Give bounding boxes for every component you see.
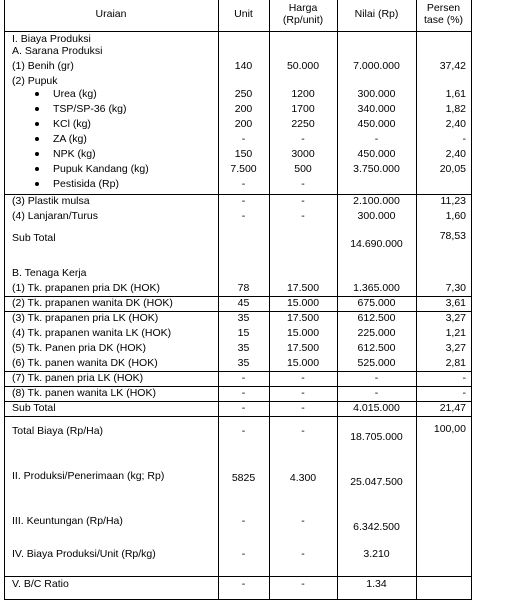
row-unit: 150 — [234, 148, 253, 160]
row-unit: 45 — [237, 297, 250, 309]
row-unit: - — [241, 578, 246, 590]
row-harga: 4.300 — [289, 472, 317, 484]
row-harga: - — [301, 402, 305, 414]
header-unit: Unit — [234, 8, 253, 20]
row-label: (2) Pupuk — [12, 75, 58, 87]
row-label: Pupuk Kandang (kg) — [53, 163, 149, 175]
row-persen: 2,40 — [445, 118, 466, 130]
row-unit: 15 — [237, 327, 250, 339]
row-unit: 250 — [234, 88, 253, 100]
row-label: (4) Lanjaran/Turus — [12, 210, 98, 222]
bullet-icon — [35, 152, 39, 156]
row-unit: - — [241, 548, 246, 560]
row-persen: 37,42 — [439, 60, 466, 72]
row-persen: 100,00 — [433, 423, 466, 435]
row-label: Urea (kg) — [53, 88, 97, 100]
row-label: (4) Tk. prapanen wanita LK (HOK) — [12, 327, 172, 339]
col-border-left — [4, 0, 5, 600]
row-unit: 78 — [237, 282, 250, 294]
row-nilai: 2.100.000 — [353, 195, 400, 207]
row-harga: - — [301, 133, 305, 145]
row-label: (1) Tk. prapanen pria DK (HOK) — [12, 282, 161, 294]
row-persen: 3,27 — [445, 342, 466, 354]
row-unit: 5825 — [231, 472, 256, 484]
bullet-icon — [35, 92, 39, 96]
row-unit: - — [241, 210, 246, 222]
row-nilai: 4.015.000 — [353, 402, 400, 414]
row-unit: 35 — [237, 342, 250, 354]
row-unit: - — [241, 195, 246, 207]
col-border-right — [471, 0, 472, 600]
row-harga: 50.000 — [286, 60, 320, 72]
row-nilai: 450.000 — [357, 118, 396, 130]
row-persen: 21,47 — [439, 402, 466, 414]
row-nilai: 612.500 — [357, 312, 396, 324]
row-nilai: 3.210 — [363, 548, 390, 560]
row-harga: - — [301, 387, 305, 399]
row-label: V. B/C Ratio — [12, 578, 69, 590]
row-label: II. Produksi/Penerimaan (kg; Rp) — [12, 470, 165, 482]
row-label: Sub Total — [12, 232, 56, 244]
row-nilai: 14.690.000 — [350, 238, 403, 250]
row-label: TSP/SP-36 (kg) — [53, 103, 127, 115]
row-label: A. Sarana Produksi — [12, 45, 103, 57]
row-label: (3) Plastik mulsa — [12, 195, 90, 207]
row-nilai: 300.000 — [357, 88, 396, 100]
row-nilai: 525.000 — [357, 357, 396, 369]
row-unit: - — [241, 372, 246, 384]
row-persen: - — [462, 133, 466, 145]
row-harga: 15.000 — [286, 357, 320, 369]
row-nilai: - — [374, 133, 379, 145]
header-persen-line2: tase (%) — [423, 14, 464, 26]
row-unit: - — [241, 387, 246, 399]
row-nilai: - — [374, 372, 379, 384]
header-nilai: Nilai (Rp) — [354, 8, 399, 20]
row-unit: 7.500 — [230, 163, 257, 175]
row-harga: - — [301, 210, 305, 222]
row-label: (6) Tk. panen wanita DK (HOK) — [12, 357, 158, 369]
row-label: B. Tenaga Kerja — [12, 267, 87, 279]
row-unit: - — [241, 425, 246, 437]
row-harga: 500 — [294, 163, 312, 175]
row-nilai: 18.705.000 — [350, 431, 403, 443]
row-nilai: 612.500 — [357, 342, 396, 354]
header-uraian: Uraian — [95, 8, 127, 20]
cost-analysis-table — [4, 0, 472, 600]
row-harga: - — [301, 548, 305, 560]
header-harga-line2: (Rp/unit) — [282, 14, 324, 26]
row-persen: 78,53 — [439, 230, 466, 242]
row-unit: - — [241, 178, 246, 190]
row-unit: - — [241, 515, 246, 527]
row-nilai: 340.000 — [357, 103, 396, 115]
row-nilai: 675.000 — [357, 297, 396, 309]
row-persen: - — [462, 387, 466, 399]
row-harga: - — [301, 515, 305, 527]
row-harga: - — [301, 195, 305, 207]
row-label: (8) Tk. panen wanita LK (HOK) — [12, 387, 156, 399]
row-nilai: 7.000.000 — [353, 60, 400, 72]
row-unit: 200 — [234, 118, 253, 130]
row-label: (1) Benih (gr) — [12, 60, 74, 72]
header-bottom-border — [4, 31, 472, 32]
row-unit: - — [241, 402, 246, 414]
row-harga: 17.500 — [286, 342, 320, 354]
row-persen: 1,21 — [445, 327, 466, 339]
header-harga-line1: Harga — [288, 2, 318, 14]
bullet-icon — [35, 107, 39, 111]
row-label: (7) Tk. panen pria LK (HOK) — [12, 372, 144, 384]
row-nilai: 450.000 — [357, 148, 396, 160]
row-persen: - — [462, 372, 466, 384]
header-persen-line1: Persen — [426, 2, 461, 14]
row-harga: 2250 — [291, 118, 315, 130]
row-harga: - — [301, 178, 305, 190]
row-nilai: 1.365.000 — [353, 282, 400, 294]
row-persen: 3,61 — [445, 297, 466, 309]
row-unit: 35 — [237, 312, 250, 324]
row-harga: 1700 — [291, 103, 315, 115]
row-harga: - — [301, 372, 305, 384]
row-persen: 7,30 — [445, 282, 466, 294]
row-label: KCl (kg) — [53, 118, 91, 130]
row-persen: 1,82 — [445, 103, 466, 115]
row-unit: 35 — [237, 357, 250, 369]
row-harga: 1200 — [291, 88, 315, 100]
bullet-icon — [35, 167, 39, 171]
row-label: IV. Biaya Produksi/Unit (Rp/kg) — [12, 548, 156, 560]
row-nilai: 6.342.500 — [353, 521, 400, 533]
row-harga: 3000 — [291, 148, 315, 160]
row-harga: 17.500 — [286, 282, 320, 294]
row-label: (3) Tk. prapanen pria LK (HOK) — [12, 312, 159, 324]
bullet-icon — [35, 122, 39, 126]
row-nilai: 25.047.500 — [350, 476, 403, 488]
row-label: (2) Tk. prapanen wanita DK (HOK) — [12, 297, 173, 309]
row-nilai: 3.750.000 — [353, 163, 400, 175]
bullet-icon — [35, 182, 39, 186]
row-unit: 200 — [234, 103, 253, 115]
row-harga: - — [301, 578, 305, 590]
row-border — [4, 576, 472, 577]
bullet-icon — [35, 137, 39, 141]
row-label: I. Biaya Produksi — [12, 33, 91, 45]
row-nilai: 300.000 — [357, 210, 396, 222]
row-label: ZA (kg) — [53, 133, 87, 145]
row-persen: 1,61 — [445, 88, 466, 100]
row-persen: 2,40 — [445, 148, 466, 160]
row-harga: 17.500 — [286, 312, 320, 324]
row-persen: 2,81 — [445, 357, 466, 369]
row-label: Total Biaya (Rp/Ha) — [12, 425, 104, 437]
row-label: III. Keuntungan (Rp/Ha) — [12, 515, 123, 527]
row-label: NPK (kg) — [53, 148, 96, 160]
row-persen: 11,23 — [440, 195, 466, 207]
row-persen: 3,27 — [445, 312, 466, 324]
table-bottom-border — [4, 599, 472, 600]
row-label: (5) Tk. Panen pria DK (HOK) — [12, 342, 147, 354]
row-nilai: 1.34 — [366, 578, 387, 590]
row-border — [4, 416, 472, 417]
row-persen: 20,05 — [439, 163, 466, 175]
row-unit: - — [241, 133, 246, 145]
row-harga: 15.000 — [286, 327, 320, 339]
row-label: Sub Total — [12, 402, 56, 414]
row-nilai: 225.000 — [357, 327, 396, 339]
row-persen: 1,60 — [445, 210, 466, 222]
row-harga: 15.000 — [286, 297, 320, 309]
row-unit: 140 — [234, 60, 253, 72]
row-label: Pestisida (Rp) — [53, 178, 119, 190]
row-nilai: - — [374, 387, 379, 399]
row-harga: - — [301, 425, 305, 437]
col-border-nilai — [416, 0, 417, 600]
